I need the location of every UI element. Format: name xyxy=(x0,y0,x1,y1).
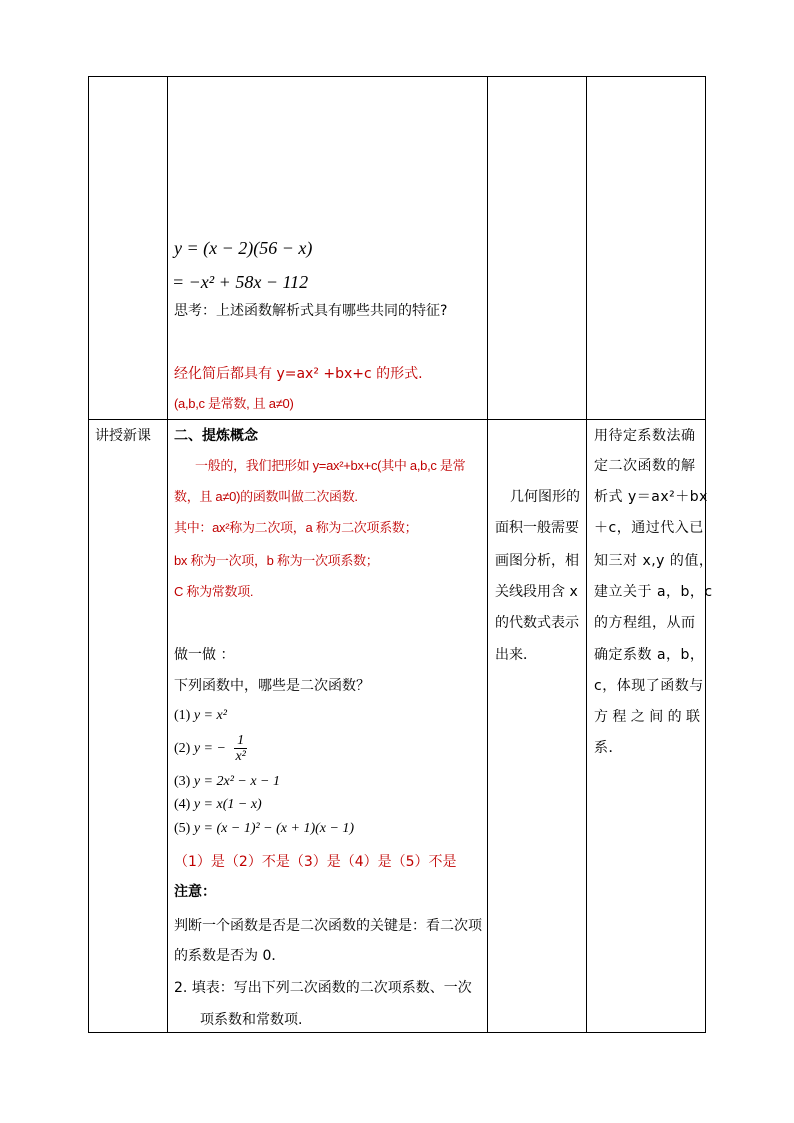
fraction xyxy=(232,733,248,764)
note-line-1: 判断一个函数是否是二次函数的关键是：看二次项 xyxy=(174,918,482,934)
method-note-line: ＋c，通过代入已 xyxy=(594,520,704,536)
exercise-title: 做一做 ： xyxy=(174,647,235,663)
option-label: (2) xyxy=(174,741,191,756)
exercise-question: 下列函数中，哪些是二次函数？ xyxy=(174,678,370,694)
table-cell-r1-c3 xyxy=(487,76,587,420)
option-2 xyxy=(174,729,249,769)
table-cell-r2-c3 xyxy=(487,419,587,1033)
conclusion-text: 经化简后都具有 y=ax² +bx+c 的形式. xyxy=(174,366,423,382)
option-label: (4) xyxy=(174,797,191,812)
task-line-1: 2. 填表：写出下列二次函数的二次项系数、一次 xyxy=(174,980,472,996)
design-intent-line: 画图分析，相 xyxy=(495,553,579,569)
table-cell-r2-c1 xyxy=(88,419,168,1033)
option-label: (5) xyxy=(174,821,191,836)
method-note-line: 用待定系数法确 xyxy=(594,428,696,444)
method-note-line: 的方程组，从而 xyxy=(594,615,696,631)
option-expression: y = 2x² − x − 1 xyxy=(193,774,281,789)
method-note-line: 确定系数 a，b， xyxy=(594,647,705,663)
design-intent-line: 的代数式表示 xyxy=(495,615,579,631)
section-label: 讲授新课 xyxy=(95,428,151,444)
method-note-line: 知三对 x,y 的值， xyxy=(594,553,714,569)
note-title: 注意： xyxy=(174,884,216,900)
option-3 xyxy=(174,772,280,792)
fraction-denominator: x² xyxy=(235,749,246,765)
formula-line-1: y = (x − 2)(56 − x) xyxy=(174,238,313,258)
option-expression: y = x² xyxy=(193,708,227,723)
design-intent-line: 几何图形的 xyxy=(510,489,580,505)
option-expression: y = (x − 1)² − (x + 1)(x − 1) xyxy=(193,821,355,836)
table-cell-r2-c2 xyxy=(167,419,488,1033)
option-label: (3) xyxy=(174,774,191,789)
section-heading: 二、提炼概念 xyxy=(174,428,258,444)
definition-line-2: 数，且 a≠0)的函数叫做二次函数. xyxy=(174,489,358,504)
design-intent-line: 出来． xyxy=(495,647,537,663)
exercise-answer: （1）是（2）不是（3）是（4）是（5）不是 xyxy=(174,854,457,870)
option-4 xyxy=(174,795,262,815)
method-note-line: 方程之间的联 xyxy=(594,709,700,725)
method-note-line: 析式 y＝ax²＋bx xyxy=(594,489,708,505)
option-5 xyxy=(174,819,354,839)
formula-line-2: = −x² + 58x − 112 xyxy=(172,272,309,292)
table-cell-r1-c1 xyxy=(88,76,168,420)
term-linear: bx 称为一次项，b 称为一次项系数； xyxy=(174,553,379,568)
method-note-line: c，体现了函数与 xyxy=(594,678,704,694)
note-line-2: 的系数是否为 0． xyxy=(174,948,286,964)
think-question: 思考：上述函数解析式具有哪些共同的特征? xyxy=(174,303,448,319)
definition-line-1: 一般的，我们把形如 y=ax²+bx+c(其中 a,b,c 是常 xyxy=(195,458,466,473)
design-intent-line: 关线段用含 x xyxy=(495,584,578,600)
option-label: (1) xyxy=(174,708,191,723)
method-note-line: 系． xyxy=(594,740,623,756)
method-note-line: 建立关于 a，b，c xyxy=(594,584,713,600)
option-expression: y = − xyxy=(193,741,226,756)
table-cell-r1-c4 xyxy=(586,76,706,420)
term-quadratic: 其中：ax²称为二次项，a 称为二次项系数； xyxy=(174,520,418,535)
condition-text: (a,b,c 是常数, 且 a≠0) xyxy=(174,396,294,411)
method-note-line: 定二次函数的解 xyxy=(594,458,696,474)
design-intent-line: 面积一般需要 xyxy=(495,520,579,536)
term-constant: C 称为常数项. xyxy=(174,584,254,599)
task-line-2: 项系数和常数项. xyxy=(200,1012,303,1028)
option-expression: y = x(1 − x) xyxy=(193,797,262,812)
option-1 xyxy=(174,706,227,726)
fraction-numerator: 1 xyxy=(234,733,247,749)
